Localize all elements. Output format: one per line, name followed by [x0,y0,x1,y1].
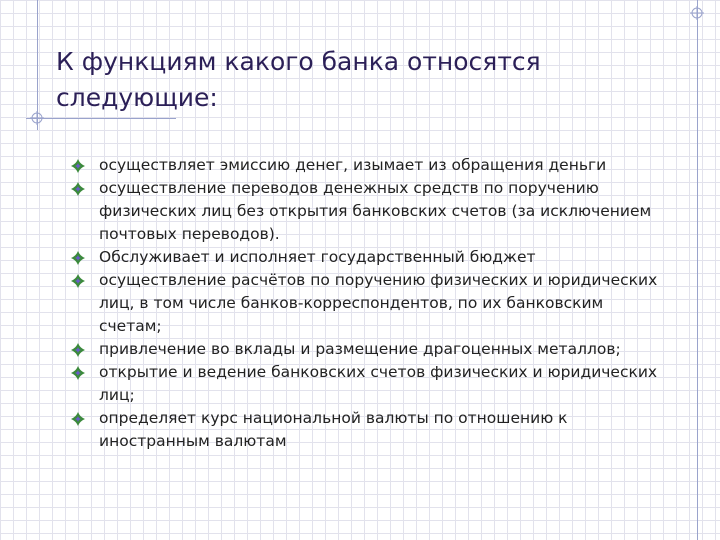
slide-title: К функциям какого банка относятся следующие: [56,47,541,112]
flower-bullet-icon [70,181,86,197]
list-item [70,246,670,269]
list-item [70,338,670,361]
list-item [70,361,670,407]
list-item [70,269,670,338]
decorative-vertical-line [697,0,698,540]
flower-bullet-icon [70,342,86,358]
bullet-text: привлечение во вклады и размещение драгоценных металлов; [99,340,621,358]
crosshair-icon [30,111,44,125]
bullet-text: осуществляет эмиссию денег, изымает из обращения деньги [99,156,607,174]
title-rule-horizontal [26,118,176,119]
list-item [70,154,670,177]
list-item [70,177,670,246]
bullet-text: открытие и ведение банковских счетов физических и юридических лиц; [99,363,658,404]
bullet-text: осуществление переводов денежных средств по поручению физических лиц без открытия банковских счетов (за исключением почтовых переводов). [99,179,652,243]
flower-bullet-icon [70,273,86,289]
bullet-list [70,154,670,453]
bullet-text: Обслуживает и исполняет государственный бюджет [99,248,536,266]
flower-bullet-icon [70,365,86,381]
crosshair-icon [690,6,704,20]
flower-bullet-icon [70,411,86,427]
bullet-text: определяет курс национальной валюты по отношению к иностранным валютам [99,409,568,450]
list-item [70,407,670,453]
flower-bullet-icon [70,250,86,266]
bullet-text: осуществление расчётов по поручению физических и юридических лиц, в том числе банков-корреспондентов, по их банковским счетам; [99,271,658,335]
flower-bullet-icon [70,158,86,174]
